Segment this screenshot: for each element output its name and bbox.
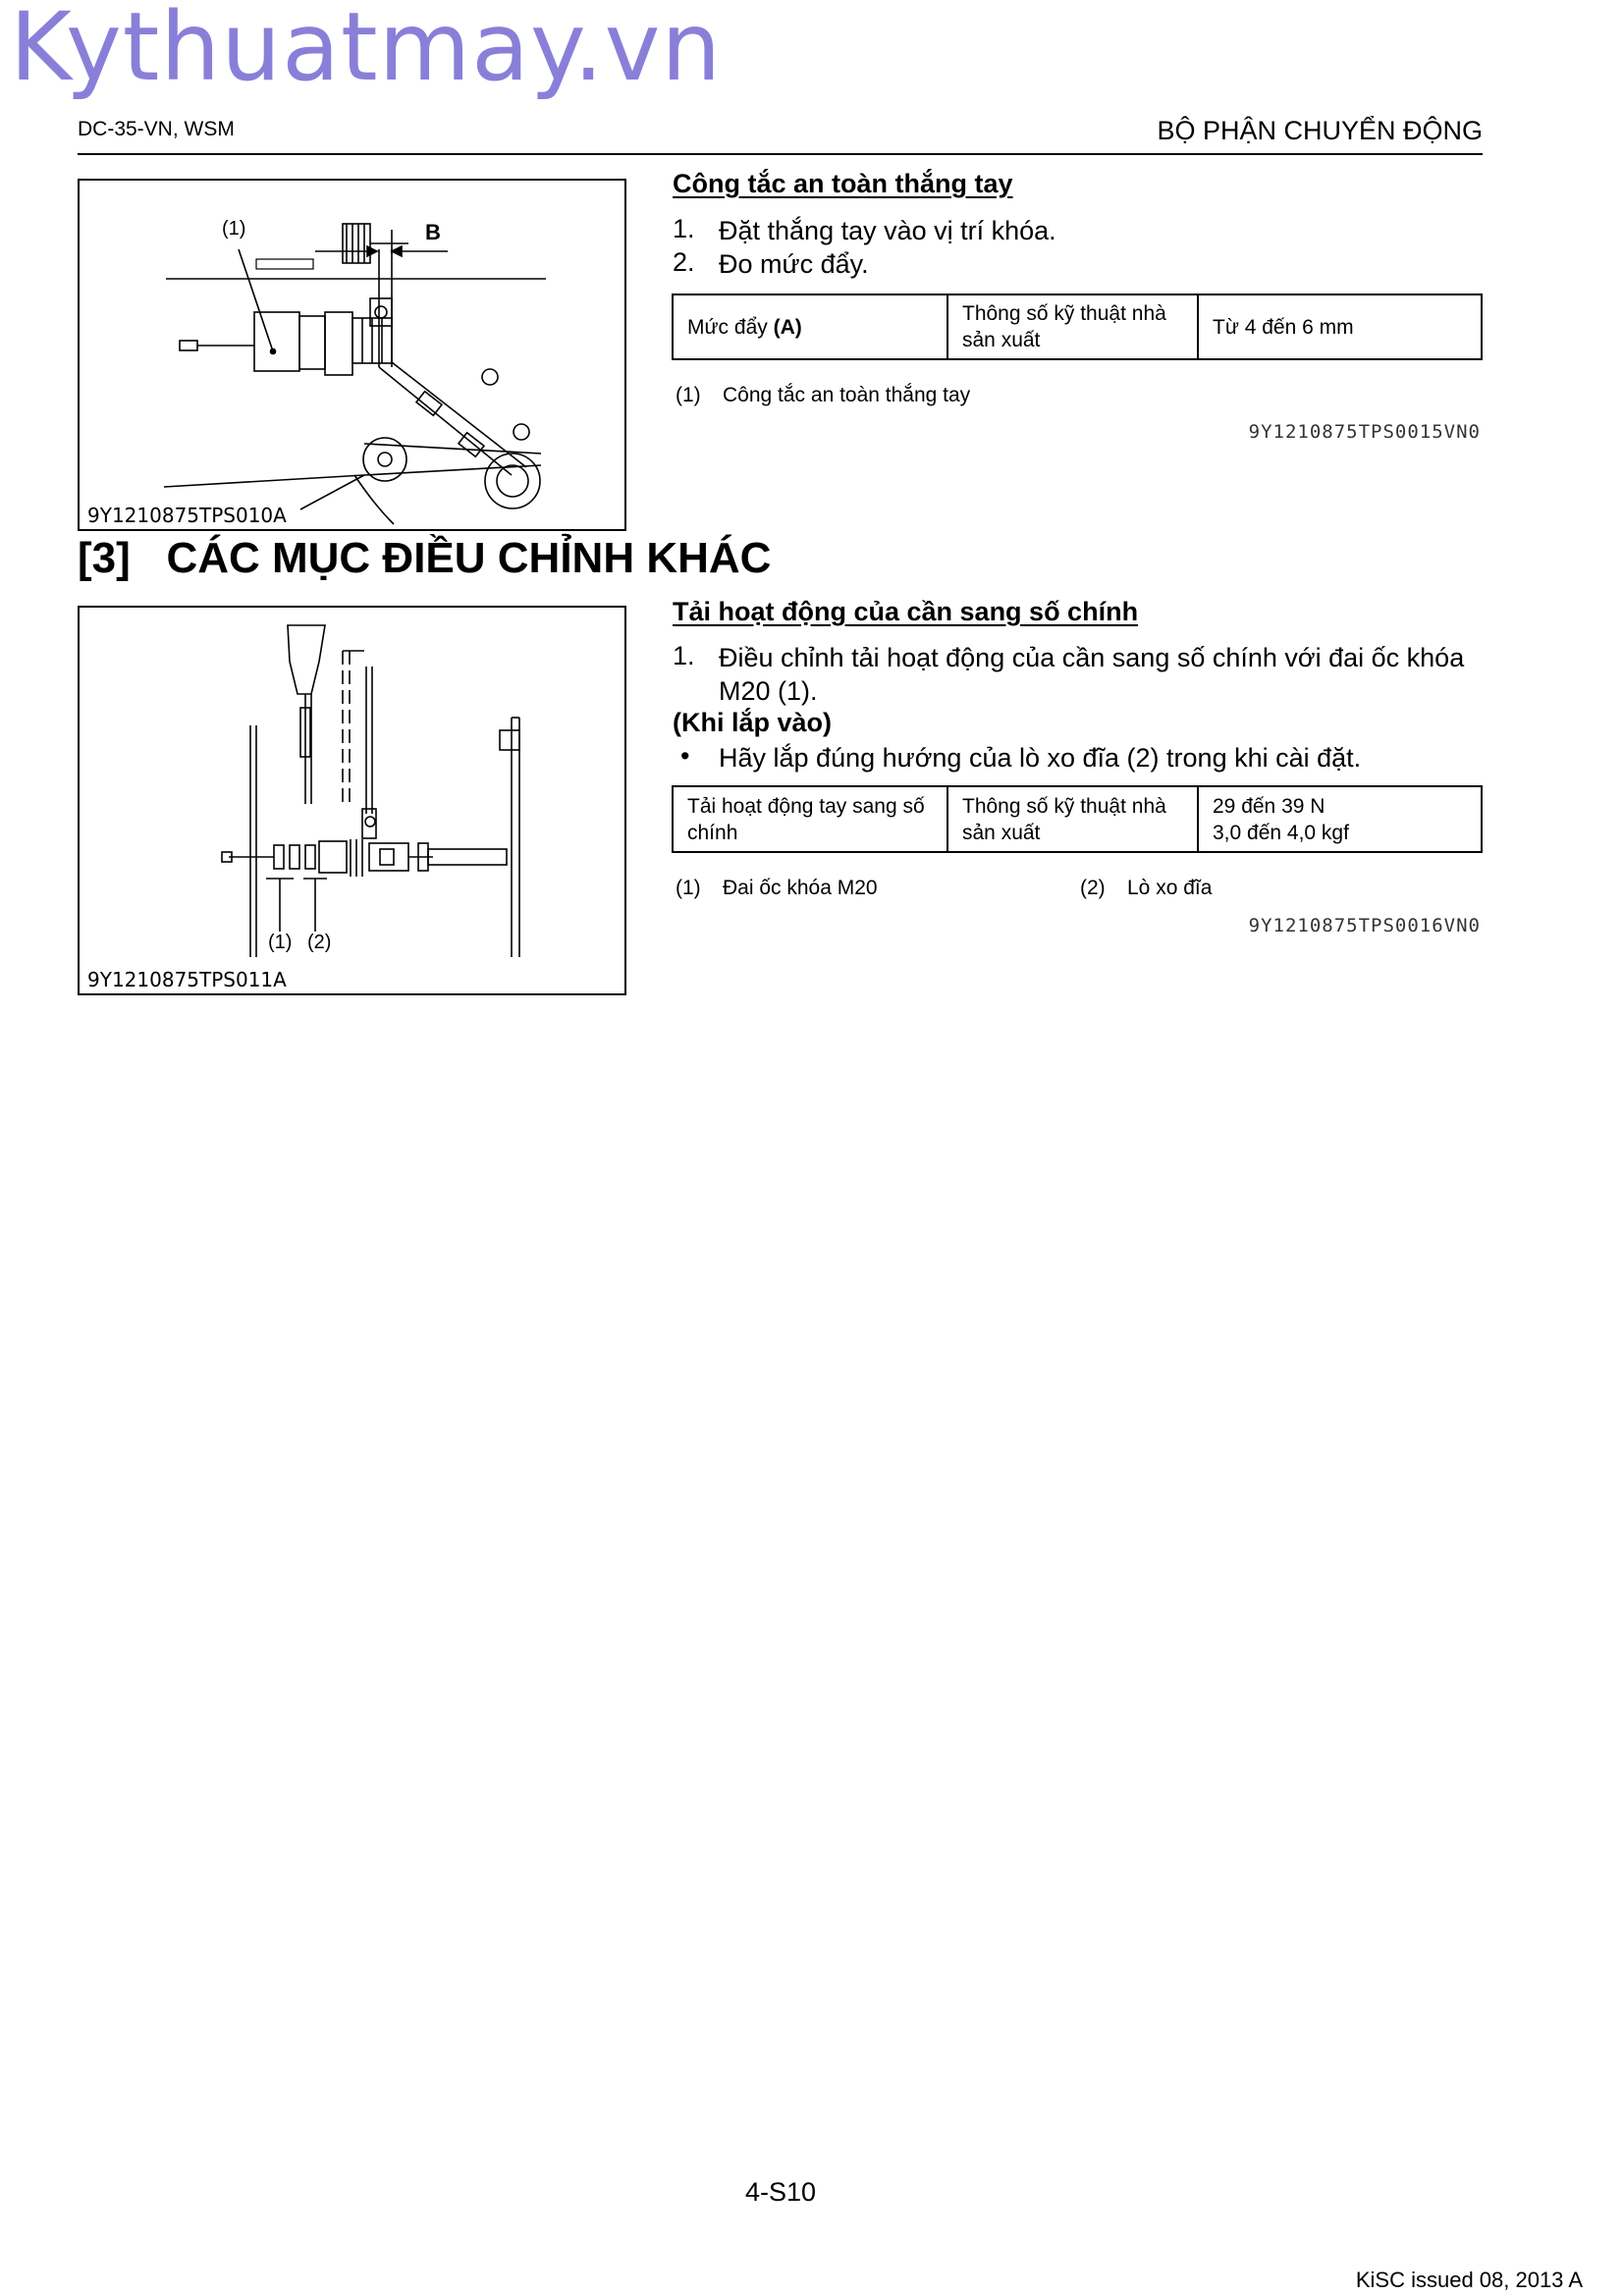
step-number: 1.: [673, 214, 695, 243]
step-1: [673, 641, 1478, 708]
figure-label-b: B: [425, 220, 441, 244]
issue-info: KiSC issued 08, 2013 A: [1355, 2268, 1583, 2292]
reference-code: 9Y1210875TPS0015VN0: [1248, 421, 1481, 443]
spec-param-text: Mức đẩy: [687, 315, 768, 339]
caption-1: [676, 877, 878, 900]
spec-value-kgf: 3,0 đến 4,0 kgf: [1213, 821, 1349, 844]
spec-param-symbol: (A): [773, 315, 802, 339]
figure-label-1: (1): [222, 218, 246, 240]
spec-value-newton: 29 đến 39 N: [1213, 794, 1325, 818]
bullet-1: [673, 741, 1478, 774]
installation-subheading: (Khi lắp vào): [673, 708, 833, 737]
caption-text: Đai ốc khóa M20: [723, 877, 878, 899]
figure-label-2: (2): [307, 932, 332, 953]
figure-code: 9Y1210875TPS011A: [87, 968, 287, 991]
main-shift-lever-figure: [78, 606, 626, 995]
figure-code: 9Y1210875TPS010A: [87, 504, 287, 527]
spec-param: Tải hoạt động tay sang số chính: [673, 786, 947, 852]
caption-text: Lò xo đĩa: [1127, 877, 1213, 899]
doc-id: DC-35-VN, WSM: [78, 118, 235, 140]
parking-brake-switch-figure: [78, 179, 626, 531]
spec-value: [1198, 786, 1482, 852]
shift-lever-load-heading: Tải hoạt động của cần sang số chính: [673, 597, 1139, 626]
step-1: [673, 214, 1478, 247]
spec-param: [673, 294, 947, 359]
header-divider: [78, 153, 1483, 155]
caption-number: (1): [676, 877, 701, 899]
watermark: Kythuatmay.vn: [10, 0, 723, 102]
section-title: [3] CÁC MỤC ĐIỀU CHỈNH KHÁC: [78, 534, 772, 582]
caption-2: [1080, 877, 1212, 900]
step-number: 2.: [673, 247, 695, 277]
step-2: [673, 247, 1478, 281]
step-text: Đo mức đẩy.: [719, 249, 869, 279]
spec-table-brake: [672, 294, 1483, 360]
bullet-mark: •: [680, 741, 690, 771]
figure-label-1: (1): [268, 932, 293, 953]
caption-number: (2): [1080, 877, 1106, 899]
step-text: Đặt thắng tay vào vị trí khóa.: [719, 216, 1056, 245]
caption-text: Công tắc an toàn thắng tay: [723, 384, 971, 406]
parking-brake-switch-heading: Công tắc an toàn thắng tay: [673, 169, 1013, 198]
reference-code: 9Y1210875TPS0016VN0: [1248, 915, 1481, 936]
step-text: Điều chỉnh tải hoạt động của cần sang số chính với đai ốc khóa M20 (1).: [719, 643, 1465, 706]
spec-table-shift-lever: [672, 785, 1483, 853]
step-number: 1.: [673, 641, 695, 670]
main-shift-lever-drawing: [80, 608, 624, 993]
spec-label: Thông số kỹ thuật nhà sản xuất: [947, 786, 1198, 852]
caption-1: [676, 384, 970, 407]
spec-value: Từ 4 đến 6 mm: [1198, 294, 1482, 359]
spec-label: Thông số kỹ thuật nhà sản xuất: [947, 294, 1198, 359]
parking-brake-switch-drawing: [80, 181, 624, 529]
page-number: 4-S10: [744, 2177, 817, 2207]
chapter-title: BỘ PHẬN CHUYỂN ĐỘNG: [1157, 116, 1483, 145]
bullet-text: Hãy lắp đúng hướng của lò xo đĩa (2) trong khi cài đặt.: [719, 743, 1362, 773]
caption-number: (1): [676, 384, 701, 406]
